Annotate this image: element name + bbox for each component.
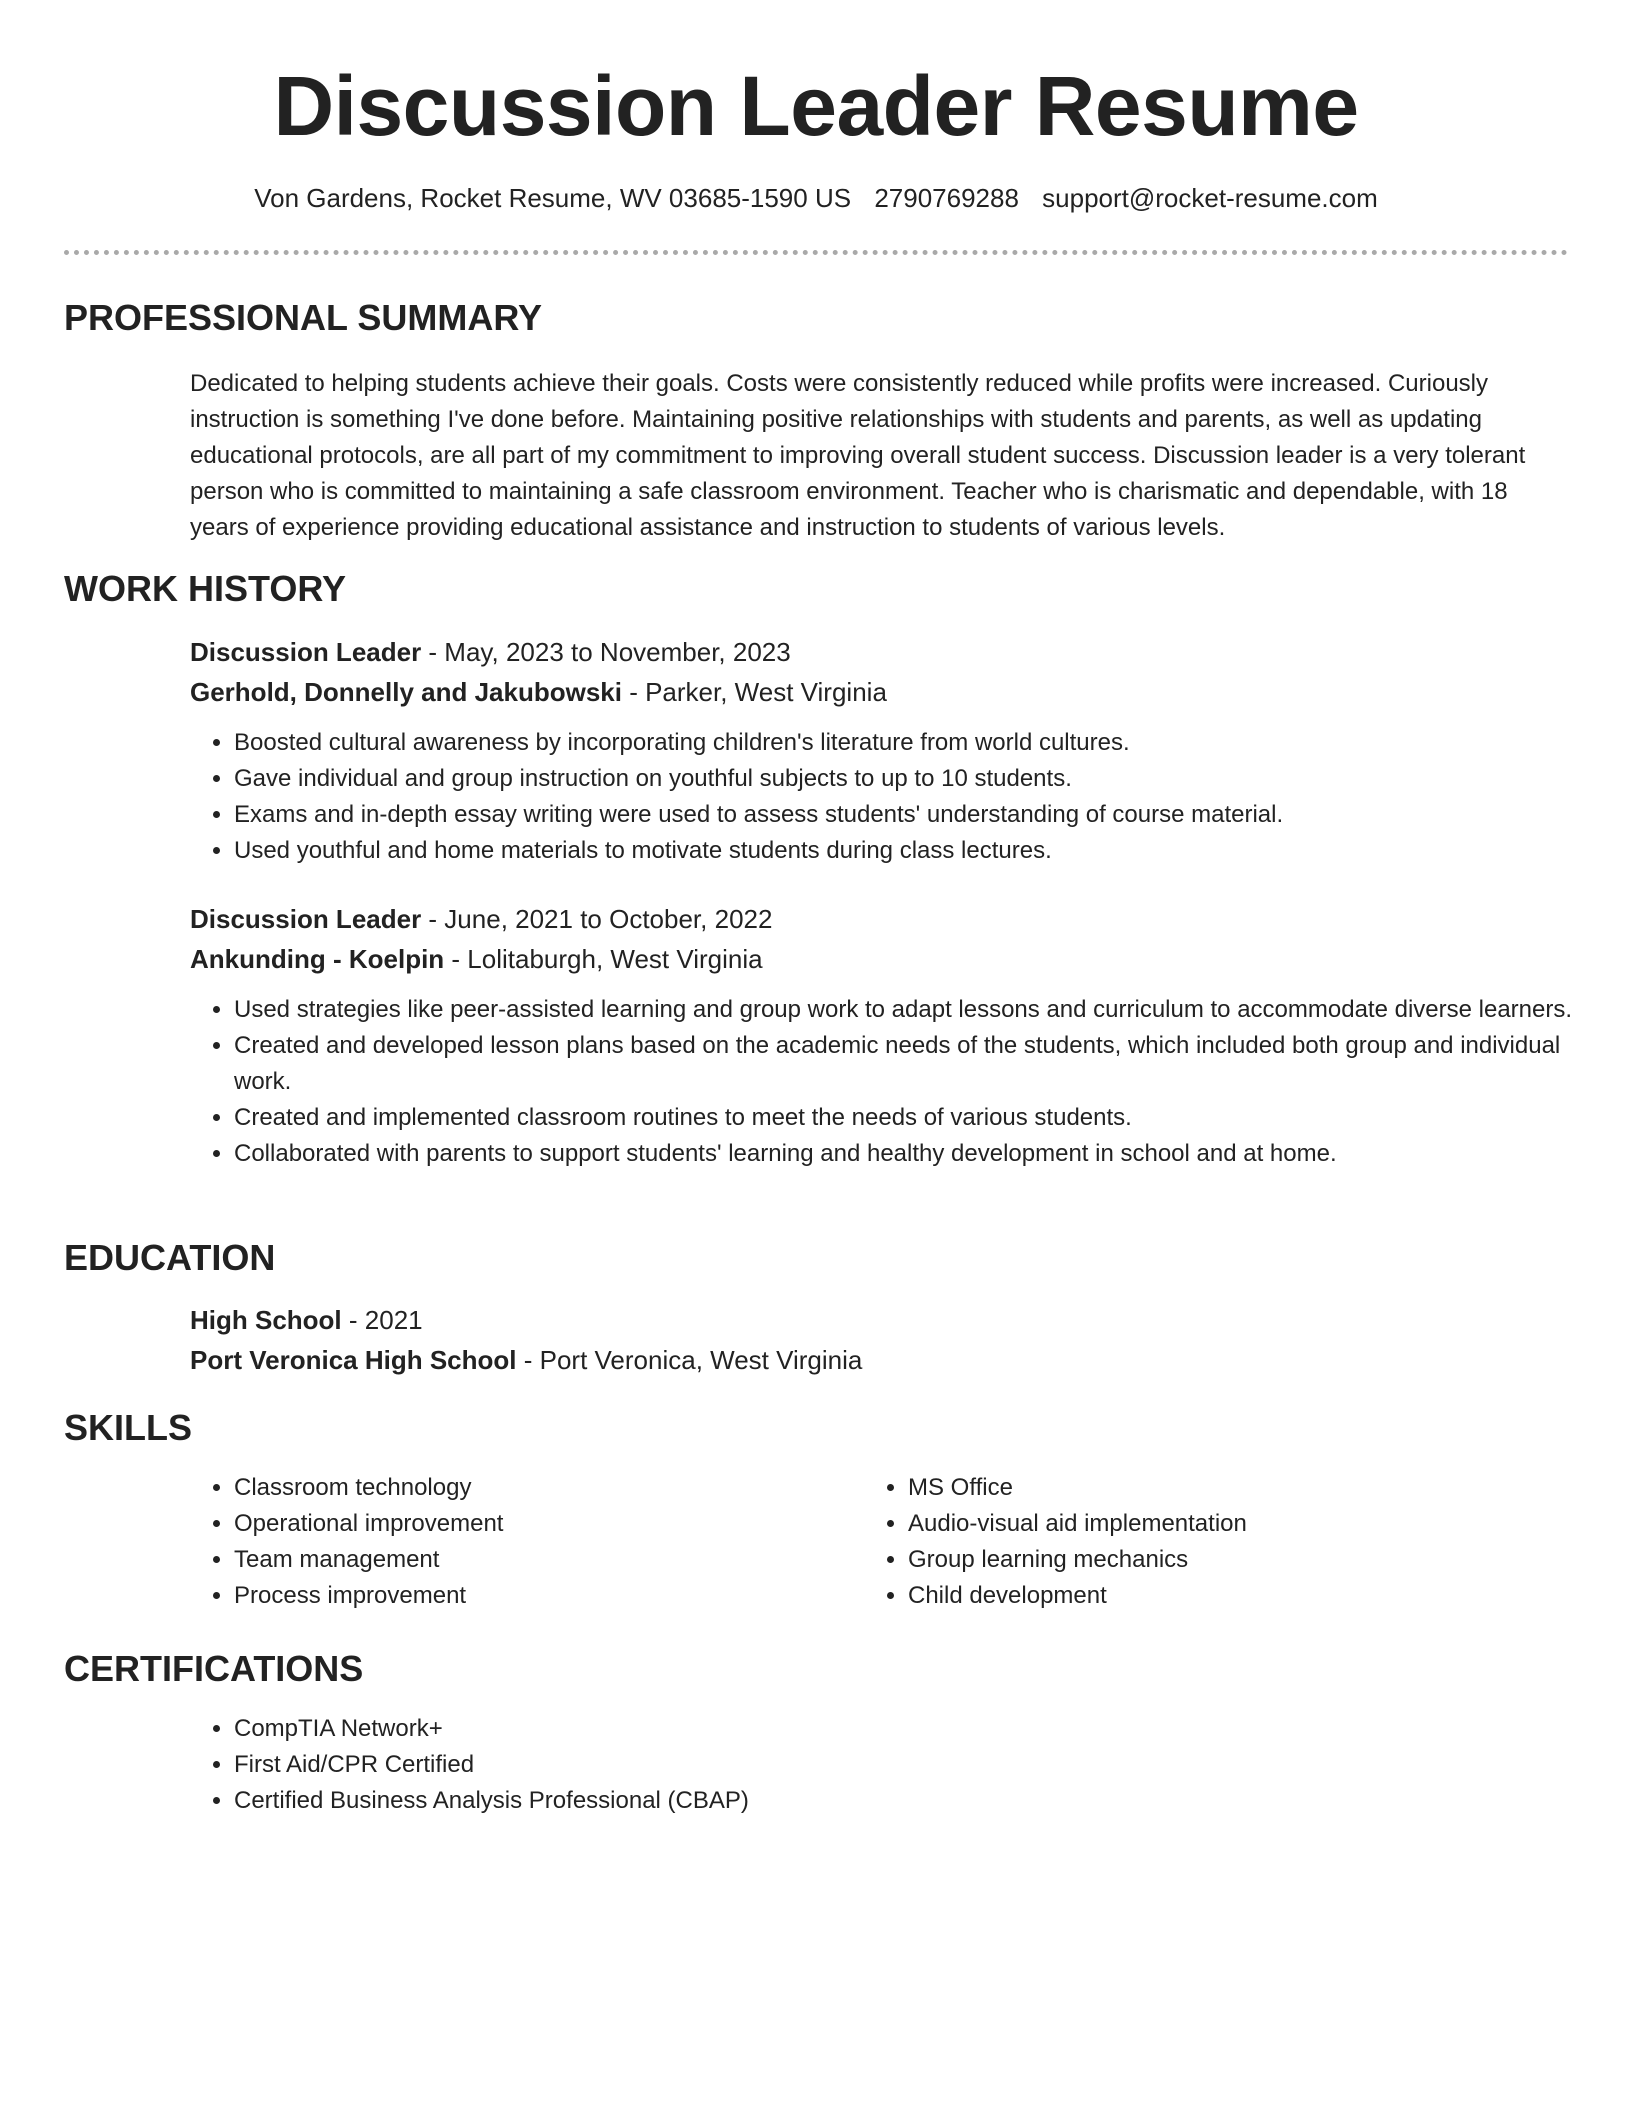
list-item: • Audio-visual aid implementation xyxy=(908,1506,1588,1542)
job-1-title-line xyxy=(190,633,791,671)
list-item: • Exams and in-depth essay writing were used to assess students' understanding of course material. xyxy=(234,797,1614,833)
header-divider xyxy=(64,250,1568,255)
job-2-title-line xyxy=(190,900,772,938)
list-item: • Used youthful and home materials to motivate students during class lectures. xyxy=(234,833,1614,869)
job-1-company: Gerhold, Donnelly and Jakubowski xyxy=(190,677,622,707)
education-degree-line xyxy=(190,1301,423,1339)
contact-email: support@rocket-resume.com xyxy=(1042,183,1378,213)
job-2-company: Ankunding - Koelpin xyxy=(190,944,445,974)
contact-address: Von Gardens, Rocket Resume, WV 03685-1590 US xyxy=(254,183,852,213)
contact-phone: 2790769288 xyxy=(874,183,1019,213)
list-item: • Operational improvement xyxy=(234,1506,854,1542)
list-item: • Created and implemented classroom routines to meet the needs of various students. xyxy=(234,1100,1614,1136)
job-1-position: Discussion Leader xyxy=(190,637,422,667)
list-item: • Classroom technology xyxy=(234,1470,854,1506)
job-2-location: - Lolitaburgh, West Virginia xyxy=(444,944,763,974)
list-item: • Gave individual and group instruction on youthful subjects to up to 10 students. xyxy=(234,761,1614,797)
section-title-skills: SKILLS xyxy=(64,1407,193,1448)
list-item: • Child development xyxy=(908,1578,1588,1614)
job-2-bullets xyxy=(190,992,1614,1172)
resume-title: Discussion Leader Resume xyxy=(273,59,1359,153)
education-degree: High School xyxy=(190,1305,342,1335)
list-item: • CompTIA Network+ xyxy=(234,1711,1614,1747)
list-item: • First Aid/CPR Certified xyxy=(234,1747,1614,1783)
skills-list-left xyxy=(190,1470,854,1614)
job-1-company-line xyxy=(190,673,887,711)
list-item: • Team management xyxy=(234,1542,854,1578)
job-1-location: - Parker, West Virginia xyxy=(621,677,887,707)
section-title-work-history: WORK HISTORY xyxy=(64,568,347,609)
education-school: Port Veronica High School xyxy=(190,1345,517,1375)
section-title-certifications: CERTIFICATIONS xyxy=(64,1648,364,1689)
list-item: • Created and developed lesson plans based on the academic needs of the students, which included both group and individual work. xyxy=(234,1028,1614,1100)
list-item: • Boosted cultural awareness by incorporating children's literature from world cultures. xyxy=(234,725,1614,761)
list-item: • MS Office xyxy=(908,1470,1588,1506)
job-2-dates: - June, 2021 to October, 2022 xyxy=(421,904,773,934)
job-2-company-line xyxy=(190,940,763,978)
section-title-education: EDUCATION xyxy=(64,1237,276,1278)
list-item: • Collaborated with parents to support students' learning and healthy development in school and at home. xyxy=(234,1136,1614,1172)
list-item: • Process improvement xyxy=(234,1578,854,1614)
education-year: - 2021 xyxy=(341,1305,423,1335)
list-item: • Used strategies like peer-assisted learning and group work to adapt lessons and curriculum to accommodate diverse learners. xyxy=(234,992,1614,1028)
certifications-list xyxy=(190,1711,1614,1819)
contact-line xyxy=(0,180,1632,216)
education-location: - Port Veronica, West Virginia xyxy=(516,1345,863,1375)
job-2-position: Discussion Leader xyxy=(190,904,422,934)
section-title-summary: PROFESSIONAL SUMMARY xyxy=(64,297,543,338)
education-school-line xyxy=(190,1341,862,1379)
summary-text: Dedicated to helping students achieve their goals. Costs were consistently reduced while profits were increased. Curiously instruction is something I've done before. Maintaining positive relationships with students and parents, as well as updating educational protocols, are all part of my commitment to improving overall student success. Discussion leader is a very tolerant person who is committed to maintaining a safe classroom environment. Teacher who is charismatic and dependable, with 18 years of experience providing educational assistance and instruction to students of various levels. xyxy=(190,370,1526,541)
list-item: • Group learning mechanics xyxy=(908,1542,1588,1578)
job-1-bullets xyxy=(190,725,1614,869)
job-1-dates: - May, 2023 to November, 2023 xyxy=(421,637,791,667)
skills-list-right xyxy=(864,1470,1588,1614)
list-item: • Certified Business Analysis Professional (CBAP) xyxy=(234,1783,1614,1819)
